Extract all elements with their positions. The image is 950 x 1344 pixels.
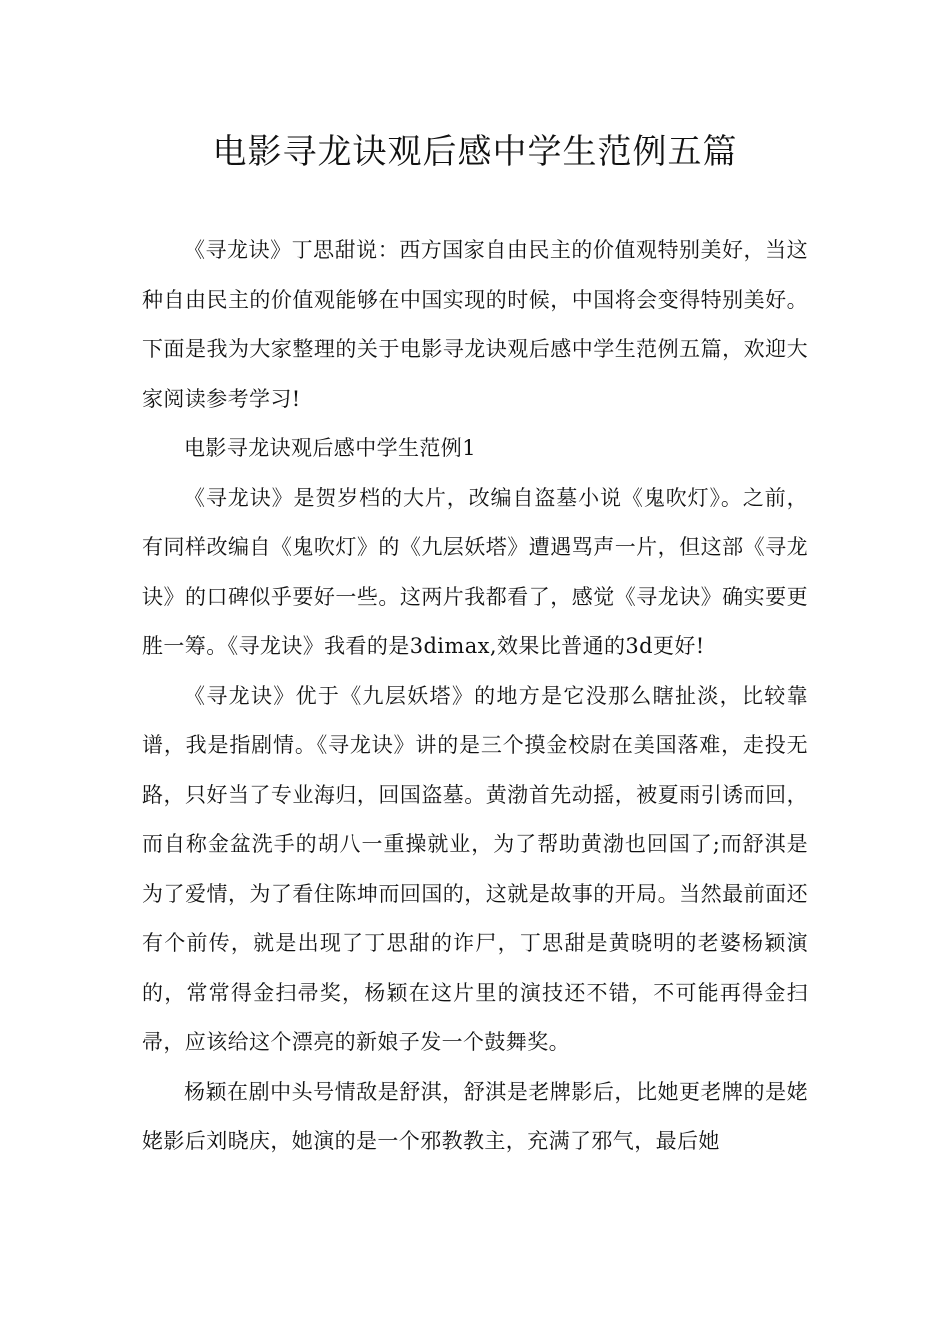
document-body <box>142 226 808 1167</box>
section-heading: 电影寻龙诀观后感中学生范例1 <box>184 436 476 460</box>
paragraph: 《寻龙诀》优于《九层妖塔》的地方是它没那么瞎扯淡，比较靠谱，我是指剧情。《寻龙诀》讲的是三个摸金校尉在美国落难，走投无路，只好当了专业海归，回国盗墓。黄渤首先动摇，被夏雨引诱而回，而自称金盆洗手的胡八一重操就业，为了帮助黄渤也回国了;而舒淇是为了爱情，为了看住陈坤而回国的，这就是故事的开局。当然最前面还有个前传，就是出现了丁思甜的诈尸，丁思甜是黄晓明的老婆杨颖演的，常常得金扫帚奖，杨颖在这片里的演技还不错，不可能再得金扫帚，应该给这个漂亮的新娘子发一个鼓舞奖。 <box>142 683 808 1054</box>
paragraph: 《寻龙诀》是贺岁档的大片，改编自盗墓小说《鬼吹灯》。之前，有同样改编自《鬼吹灯》的《九层妖塔》遭遇骂声一片，但这部《寻龙诀》的口碑似乎要好一些。这两片我都看了，感觉《寻龙诀》确实要更胜一筹。《寻龙诀》我看的是3dimax,效果比普通的3d更好! <box>142 485 808 658</box>
document-title: 电影寻龙诀观后感中学生范例五篇 <box>212 132 738 172</box>
paragraph: 杨颖在剧中头号情敌是舒淇，舒淇是老牌影后，比她更老牌的是姥姥影后刘晓庆，她演的是一个邪教教主，充满了邪气，最后她 <box>142 1079 808 1153</box>
paragraph-intro: 《寻龙诀》丁思甜说：西方国家自由民主的价值观特别美好，当这种自由民主的价值观能够在中国实现的时候，中国将会变得特别美好。下面是我为大家整理的关于电影寻龙诀观后感中学生范例五篇，欢迎大家阅读参考学习! <box>142 238 808 411</box>
